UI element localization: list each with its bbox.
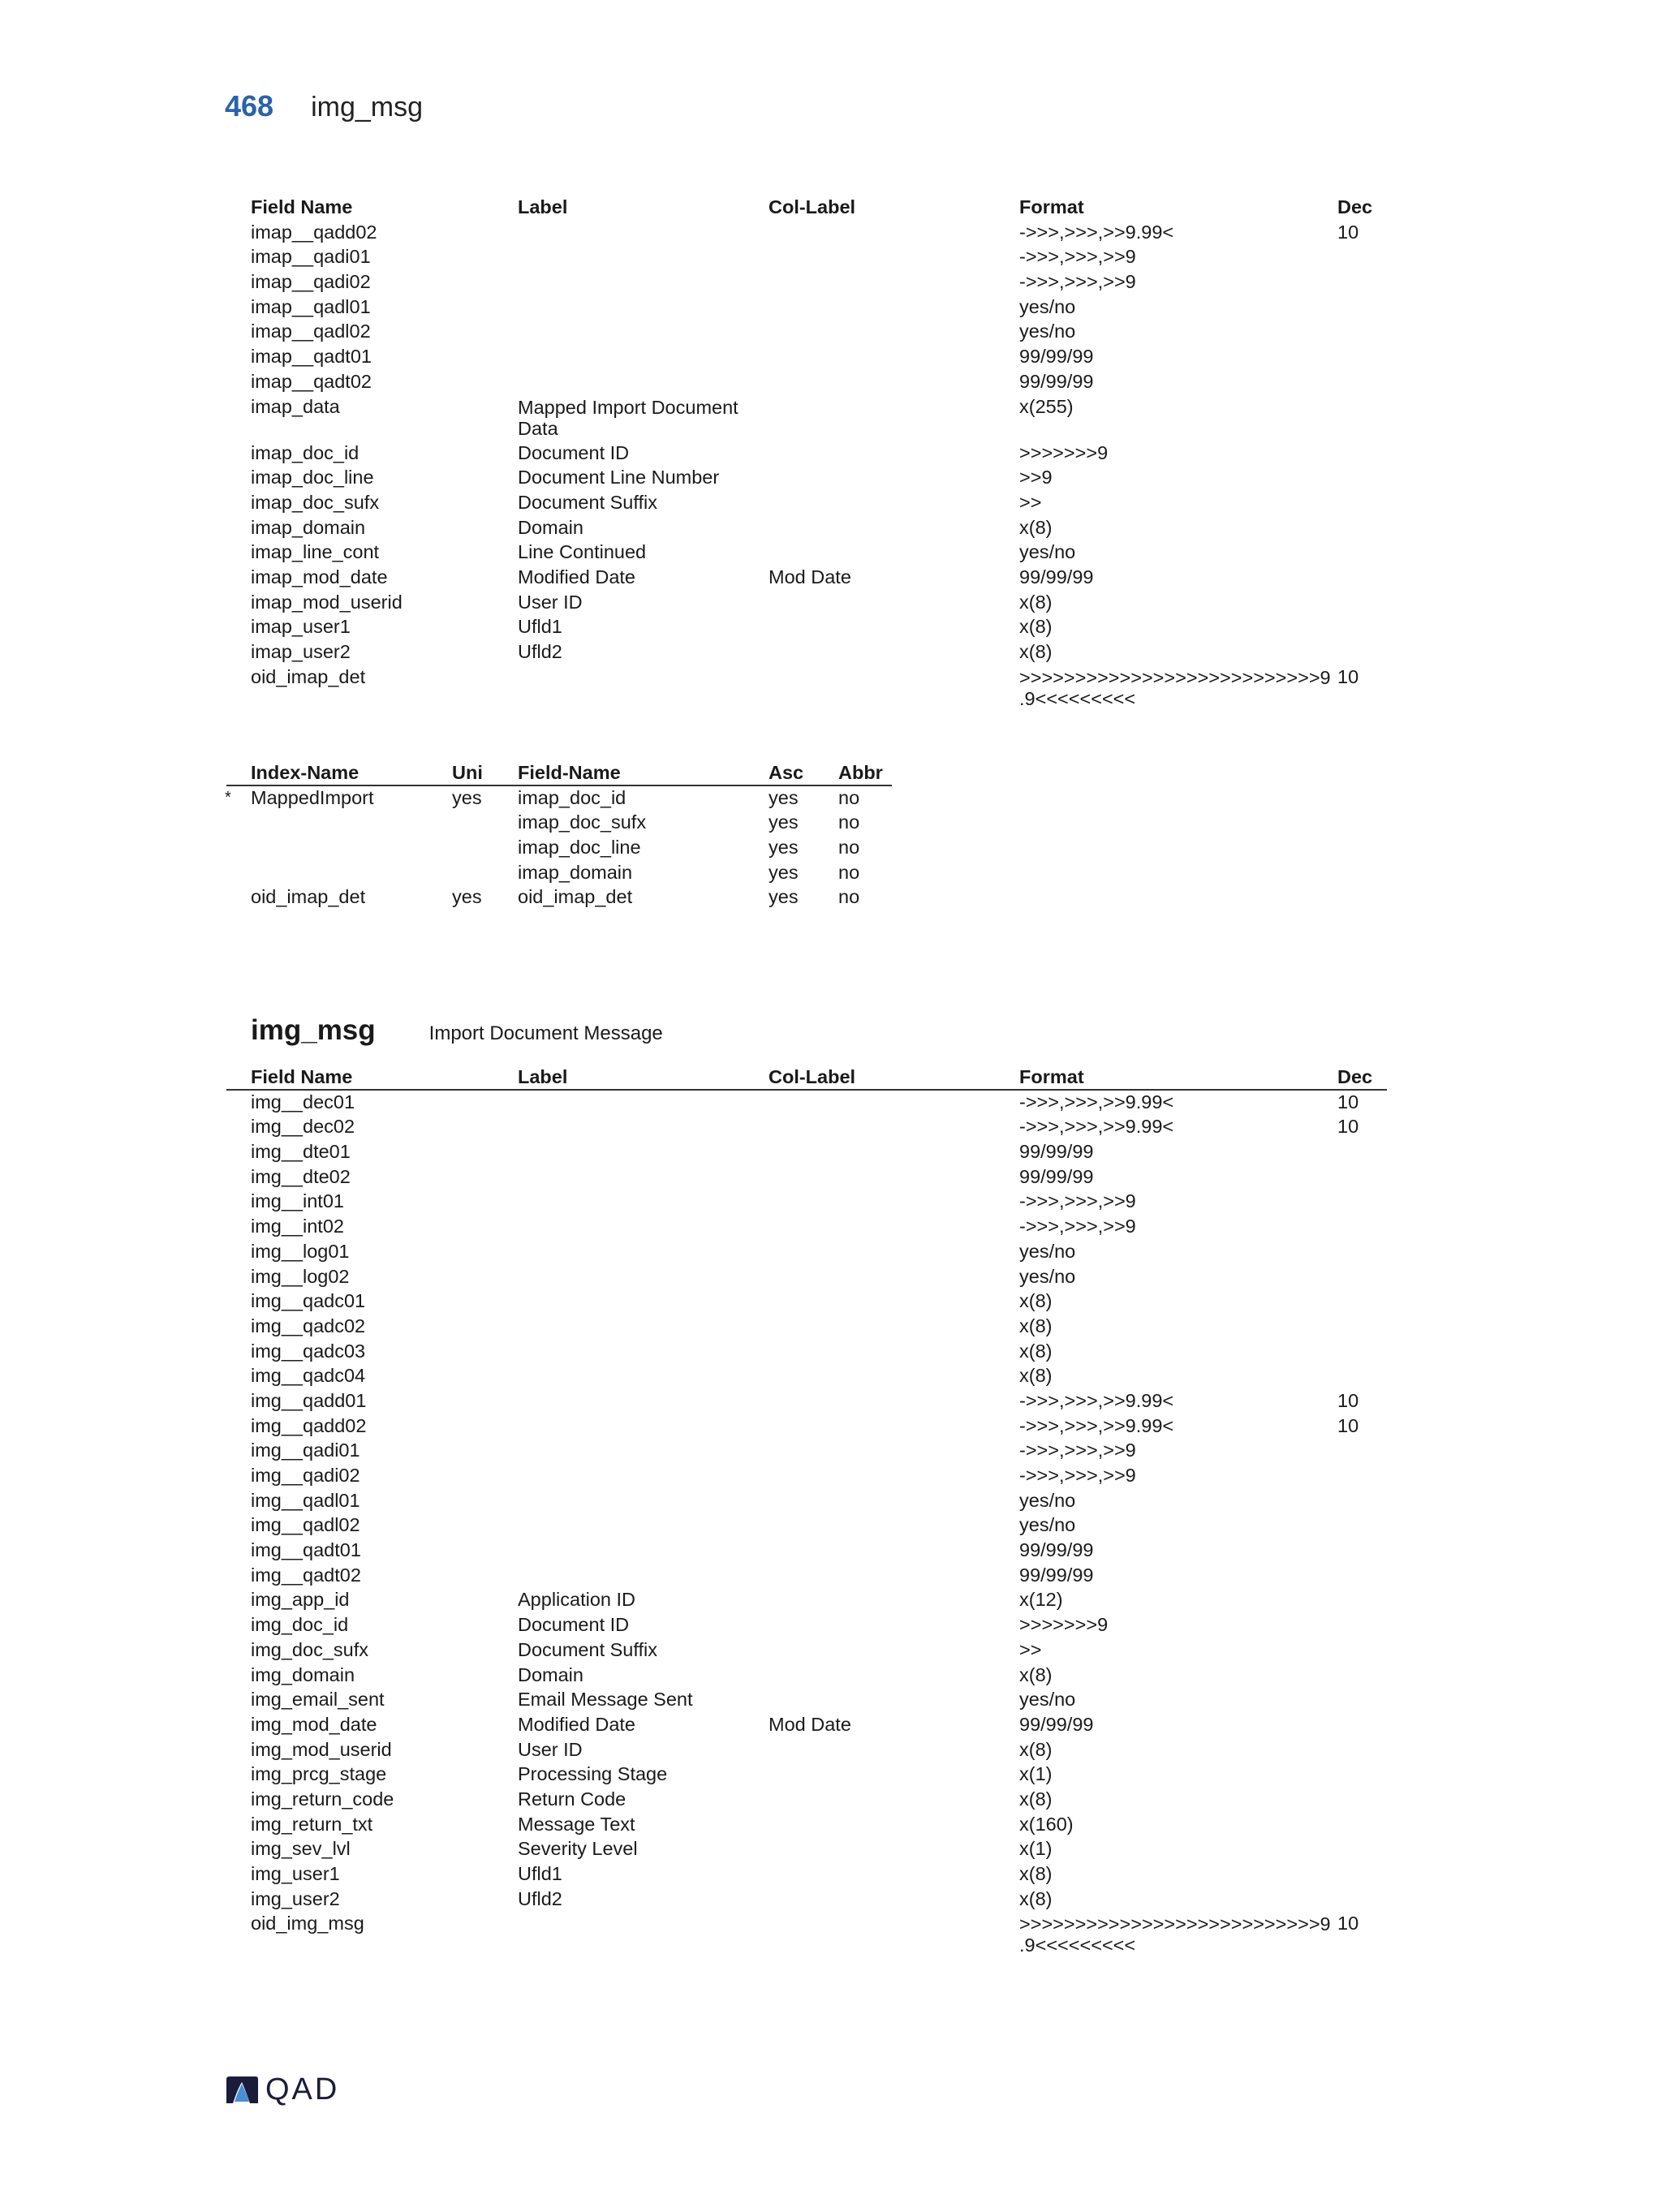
field-name-cell: img_email_sent <box>251 1689 385 1711</box>
table-row <box>251 590 1387 615</box>
label-cell: Ufld2 <box>518 641 562 662</box>
header-field-name: Field Name <box>251 196 353 217</box>
asc-cell: yes <box>769 886 799 908</box>
field-name-cell: img__qadt02 <box>251 1564 361 1586</box>
table-row <box>251 614 1387 639</box>
format-cell: yes/no <box>1019 541 1076 563</box>
format-cell: x(8) <box>1019 1340 1053 1362</box>
table-row <box>251 1139 1387 1164</box>
table-row <box>251 1189 1387 1214</box>
index-row <box>251 884 892 910</box>
table-row <box>251 1737 1387 1762</box>
field-name-cell: img_mod_date <box>251 1713 377 1735</box>
asc-cell: yes <box>769 786 799 808</box>
header-col-label: Col-Label <box>769 196 856 217</box>
table-row <box>251 1587 1387 1612</box>
format-cell: 99/99/99 <box>1019 566 1094 587</box>
table-row <box>251 1363 1387 1388</box>
label-cell: Email Message Sent <box>518 1689 693 1711</box>
table-row <box>251 1538 1387 1563</box>
table-row <box>251 1513 1387 1538</box>
field-name-cell: oid_imap_det <box>251 665 366 687</box>
table-row <box>251 1090 1387 1115</box>
abbr-cell: no <box>838 786 860 808</box>
field-name-cell: img__qadl01 <box>251 1489 360 1511</box>
table-row <box>251 639 1387 665</box>
field-name-cell: img__dec02 <box>251 1116 355 1138</box>
field-name-cell: imap_line_cont <box>251 541 380 563</box>
format-cell: x(8) <box>1019 1738 1053 1760</box>
qad-logo <box>225 2072 339 2107</box>
format-cell: ->>>,>>>,>>9 <box>1019 1440 1136 1461</box>
field-name-cell: img_user2 <box>251 1887 340 1909</box>
field-table-imap <box>251 195 1387 711</box>
format-cell: >> <box>1019 1638 1042 1660</box>
index-row <box>251 860 892 885</box>
label-cell: Document Suffix <box>518 491 657 513</box>
table-row <box>251 490 1387 515</box>
table-row <box>251 1887 1387 1912</box>
format-cell: x(8) <box>1019 1290 1053 1312</box>
index-header-row <box>251 760 892 785</box>
uni-cell: yes <box>452 886 482 908</box>
table-row <box>251 1712 1387 1737</box>
table-row <box>251 319 1387 344</box>
table-row <box>251 665 1387 711</box>
asc-cell: yes <box>769 861 799 883</box>
table-row <box>251 269 1387 295</box>
format-cell: ->>>,>>>,>>9.99< <box>1019 1389 1174 1411</box>
field-name-cell: img_domain <box>251 1663 355 1685</box>
format-cell: x(255) <box>1019 395 1074 417</box>
field-name-cell: imap__qadi01 <box>251 246 371 268</box>
format-cell: ->>>,>>>,>>9 <box>1019 246 1136 268</box>
index-row <box>251 835 892 860</box>
label-cell: Document ID <box>518 1614 630 1636</box>
format-cell: 99/99/99 <box>1019 1564 1094 1586</box>
field-name-cell: imap_data <box>251 395 340 417</box>
format-cell: yes/no <box>1019 295 1076 317</box>
uni-cell: yes <box>452 786 482 808</box>
field-name-cell: img_app_id <box>251 1589 350 1611</box>
label-cell: Domain <box>518 1663 583 1685</box>
label-cell: Modified Date <box>518 1713 635 1735</box>
abbr-cell: no <box>838 837 860 859</box>
table-row <box>251 1388 1387 1414</box>
format-cell: x(8) <box>1019 1788 1053 1810</box>
table-row <box>251 1637 1387 1663</box>
header-dec: Dec <box>1337 1066 1373 1087</box>
format-cell: >>>>>>>9 <box>1019 1614 1109 1636</box>
table-row <box>251 1114 1387 1139</box>
table-row <box>251 1663 1387 1688</box>
index-field-cell: imap_doc_sufx <box>518 811 647 833</box>
format-cell: >>>>>>>>>>>>>>>>>>>>>>>>>>>9 .9<<<<<<<<< <box>1019 1913 1331 1956</box>
table-row <box>251 515 1387 540</box>
format-cell: x(1) <box>1019 1838 1053 1860</box>
dec-cell: 10 <box>1337 1389 1359 1411</box>
asc-cell: yes <box>769 811 799 833</box>
table-row <box>251 1314 1387 1339</box>
format-cell: ->>>,>>>,>>9 <box>1019 1465 1136 1486</box>
header-index-name: Index-Name <box>251 762 360 783</box>
field-name-cell: imap__qadl02 <box>251 321 371 342</box>
table-row <box>251 295 1387 320</box>
field-name-cell: img__qadl02 <box>251 1514 360 1536</box>
table-row <box>251 344 1387 369</box>
format-cell: ->>>,>>>,>>9 <box>1019 271 1136 293</box>
table-row <box>251 1911 1387 1957</box>
dec-cell: 10 <box>1337 1091 1359 1112</box>
table-row <box>251 1812 1387 1837</box>
field-name-cell: imap_user2 <box>251 641 351 662</box>
table-row <box>251 1563 1387 1588</box>
table-row <box>251 1438 1387 1463</box>
page-number: 468 <box>225 89 274 123</box>
header-asc: Asc <box>769 762 804 783</box>
header-format: Format <box>1019 1066 1084 1087</box>
format-cell: ->>>,>>>,>>9.99< <box>1019 221 1174 243</box>
table-row <box>251 1861 1387 1887</box>
field-name-cell: img_doc_sufx <box>251 1638 368 1660</box>
format-cell: 99/99/99 <box>1019 1713 1094 1735</box>
label-cell: Application ID <box>518 1589 635 1611</box>
page-title: img_msg <box>311 92 424 123</box>
format-cell: x(1) <box>1019 1763 1053 1785</box>
field-name-cell: img__dec01 <box>251 1091 355 1112</box>
table-row <box>251 1264 1387 1289</box>
format-cell: 99/99/99 <box>1019 370 1094 392</box>
field-name-cell: imap__qadl01 <box>251 295 371 317</box>
format-cell: ->>>,>>>,>>9 <box>1019 1190 1136 1212</box>
dec-cell: 10 <box>1337 1913 1359 1934</box>
label-cell: Document Suffix <box>518 1638 657 1660</box>
table-row <box>251 1289 1387 1314</box>
label-cell: User ID <box>518 591 583 613</box>
header-label: Label <box>518 1066 568 1087</box>
col-label-cell: Mod Date <box>769 566 851 587</box>
format-cell: ->>>,>>>,>>9.99< <box>1019 1414 1174 1436</box>
format-cell: yes/no <box>1019 1689 1076 1711</box>
field-name-cell: img__qadd02 <box>251 1414 367 1436</box>
table-row <box>251 369 1387 394</box>
table-row <box>251 441 1387 466</box>
index-field-cell: imap_doc_line <box>518 837 641 859</box>
field-name-cell: imap_mod_date <box>251 566 388 587</box>
table-header-row <box>251 195 1387 220</box>
table-row <box>251 1612 1387 1637</box>
field-name-cell: img__qadt01 <box>251 1539 361 1561</box>
field-name-cell: imap_doc_line <box>251 467 374 488</box>
format-cell: 99/99/99 <box>1019 346 1094 368</box>
format-cell: x(8) <box>1019 1887 1053 1909</box>
index-field-cell: oid_imap_det <box>518 886 633 908</box>
field-name-cell: img__dte02 <box>251 1165 351 1187</box>
table-row <box>251 565 1387 590</box>
field-name-cell: img__qadc03 <box>251 1340 366 1362</box>
field-name-cell: imap_mod_userid <box>251 591 403 613</box>
header-abbr: Abbr <box>838 762 883 783</box>
label-cell: Document Line Number <box>518 467 720 488</box>
table-row <box>251 1164 1387 1190</box>
page-header <box>225 89 423 127</box>
format-cell: ->>>,>>>,>>9 <box>1019 1216 1136 1237</box>
table-row <box>251 540 1387 565</box>
label-cell: Ufld1 <box>518 1863 562 1884</box>
section-heading <box>251 1014 663 1047</box>
label-cell: Line Continued <box>518 541 647 563</box>
field-name-cell: imap__qadi02 <box>251 271 371 293</box>
field-name-cell: img_return_code <box>251 1788 394 1810</box>
format-cell: x(8) <box>1019 516 1053 538</box>
header-label: Label <box>518 196 568 217</box>
table-row <box>251 1239 1387 1264</box>
label-cell: Processing Stage <box>518 1763 668 1785</box>
label-cell: Return Code <box>518 1788 626 1810</box>
format-cell: x(8) <box>1019 1315 1053 1336</box>
label-cell: Document ID <box>518 441 630 463</box>
field-name-cell: imap_domain <box>251 516 366 538</box>
col-label-cell: Mod Date <box>769 1713 851 1735</box>
field-name-cell: imap__qadt01 <box>251 346 372 368</box>
table-body <box>251 1090 1387 1958</box>
format-cell: x(8) <box>1019 591 1053 613</box>
dec-cell: 10 <box>1337 665 1359 687</box>
header-uni: Uni <box>452 762 483 783</box>
table-row <box>251 1836 1387 1861</box>
format-cell: >>>>>>>>>>>>>>>>>>>>>>>>>>>9 .9<<<<<<<<< <box>1019 666 1331 709</box>
field-name-cell: img_mod_userid <box>251 1738 392 1760</box>
field-name-cell: img__qadi01 <box>251 1440 360 1461</box>
format-cell: yes/no <box>1019 1514 1076 1536</box>
abbr-cell: no <box>838 811 860 833</box>
field-name-cell: img__qadc04 <box>251 1365 366 1387</box>
dec-cell: 10 <box>1337 1116 1359 1138</box>
table-row <box>251 465 1387 490</box>
field-name-cell: imap_doc_id <box>251 441 360 463</box>
table-row <box>251 394 1387 441</box>
format-cell: x(8) <box>1019 1365 1053 1387</box>
index-table-imap <box>225 760 892 910</box>
format-cell: ->>>,>>>,>>9.99< <box>1019 1116 1174 1138</box>
label-cell: Modified Date <box>518 566 635 587</box>
field-name-cell: img__log01 <box>251 1240 350 1262</box>
field-name-cell: img__qadc01 <box>251 1290 366 1312</box>
table-row <box>251 1762 1387 1787</box>
format-cell: x(12) <box>1019 1589 1063 1611</box>
field-name-cell: img__qadd01 <box>251 1389 367 1411</box>
format-cell: >>9 <box>1019 467 1053 488</box>
field-name-cell: imap_doc_sufx <box>251 491 380 513</box>
index-field-cell: imap_doc_id <box>518 786 626 808</box>
logo-text: QAD <box>265 2072 340 2107</box>
format-cell: x(8) <box>1019 641 1053 662</box>
field-name-cell: img__int02 <box>251 1216 344 1237</box>
format-cell: yes/no <box>1019 1265 1076 1287</box>
format-cell: yes/no <box>1019 1489 1076 1511</box>
field-name-cell: img_sev_lvl <box>251 1838 351 1860</box>
table-row <box>251 1414 1387 1439</box>
label-cell: Ufld1 <box>518 616 562 638</box>
field-name-cell: img__log02 <box>251 1265 350 1287</box>
section-name: img_msg <box>251 1014 376 1046</box>
asc-cell: yes <box>769 837 799 859</box>
field-name-cell: img__qadi02 <box>251 1465 360 1486</box>
field-name-cell: img_doc_id <box>251 1614 349 1636</box>
dec-cell: 10 <box>1337 1414 1359 1436</box>
format-cell: 99/99/99 <box>1019 1141 1094 1163</box>
field-name-cell: img__qadc02 <box>251 1315 366 1336</box>
header-field-name: Field-Name <box>518 762 621 783</box>
qad-logo-icon <box>225 2076 259 2105</box>
header-col-label: Col-Label <box>769 1066 856 1087</box>
format-cell: yes/no <box>1019 1240 1076 1262</box>
header-dec: Dec <box>1337 196 1373 217</box>
abbr-cell: no <box>838 886 860 908</box>
index-body <box>225 785 892 910</box>
label-cell: Mapped Import Document Data <box>518 396 738 439</box>
field-name-cell: img_return_txt <box>251 1813 373 1835</box>
format-cell: ->>>,>>>,>>9.99< <box>1019 1091 1174 1112</box>
field-name-cell: imap__qadt02 <box>251 370 372 392</box>
index-name-cell: oid_imap_det <box>251 886 366 908</box>
table-row <box>251 1339 1387 1364</box>
format-cell: 99/99/99 <box>1019 1539 1094 1561</box>
field-name-cell: img__dte01 <box>251 1141 351 1163</box>
dec-cell: 10 <box>1337 221 1359 243</box>
format-cell: x(8) <box>1019 1863 1053 1884</box>
format-cell: yes/no <box>1019 321 1076 342</box>
header-format: Format <box>1019 196 1084 217</box>
format-cell: x(8) <box>1019 1663 1053 1685</box>
table-row <box>251 244 1387 269</box>
table-row <box>251 1214 1387 1239</box>
label-cell: Domain <box>518 516 583 538</box>
field-name-cell: oid_img_msg <box>251 1913 364 1934</box>
index-row <box>251 810 892 835</box>
field-name-cell: img__int01 <box>251 1190 344 1212</box>
format-cell: >>>>>>>9 <box>1019 441 1109 463</box>
table-row <box>251 1687 1387 1712</box>
field-name-cell: imap_user1 <box>251 616 351 638</box>
index-row <box>225 785 892 811</box>
field-name-cell: imap__qadd02 <box>251 221 377 243</box>
table-row <box>251 1787 1387 1812</box>
field-name-cell: img_prcg_stage <box>251 1763 387 1785</box>
format-cell: 99/99/99 <box>1019 1165 1094 1187</box>
format-cell: >> <box>1019 491 1042 513</box>
table-row <box>251 1488 1387 1513</box>
primary-index-marker: * <box>225 788 231 807</box>
index-name-cell: MappedImport <box>251 786 374 808</box>
table-row <box>251 220 1387 245</box>
label-cell: Severity Level <box>518 1838 638 1860</box>
format-cell: x(8) <box>1019 616 1053 638</box>
format-cell: x(160) <box>1019 1813 1074 1835</box>
table-row <box>251 1463 1387 1488</box>
header-field-name: Field Name <box>251 1066 353 1087</box>
label-cell: Ufld2 <box>518 1887 562 1909</box>
field-name-cell: img_user1 <box>251 1863 340 1884</box>
table-header-row <box>251 1065 1387 1090</box>
index-field-cell: imap_domain <box>518 861 633 883</box>
abbr-cell: no <box>838 861 860 883</box>
field-table-img <box>251 1065 1387 1957</box>
table-body <box>251 220 1387 711</box>
label-cell: User ID <box>518 1738 583 1760</box>
section-description: Import Document Message <box>428 1022 663 1044</box>
label-cell: Message Text <box>518 1813 635 1835</box>
